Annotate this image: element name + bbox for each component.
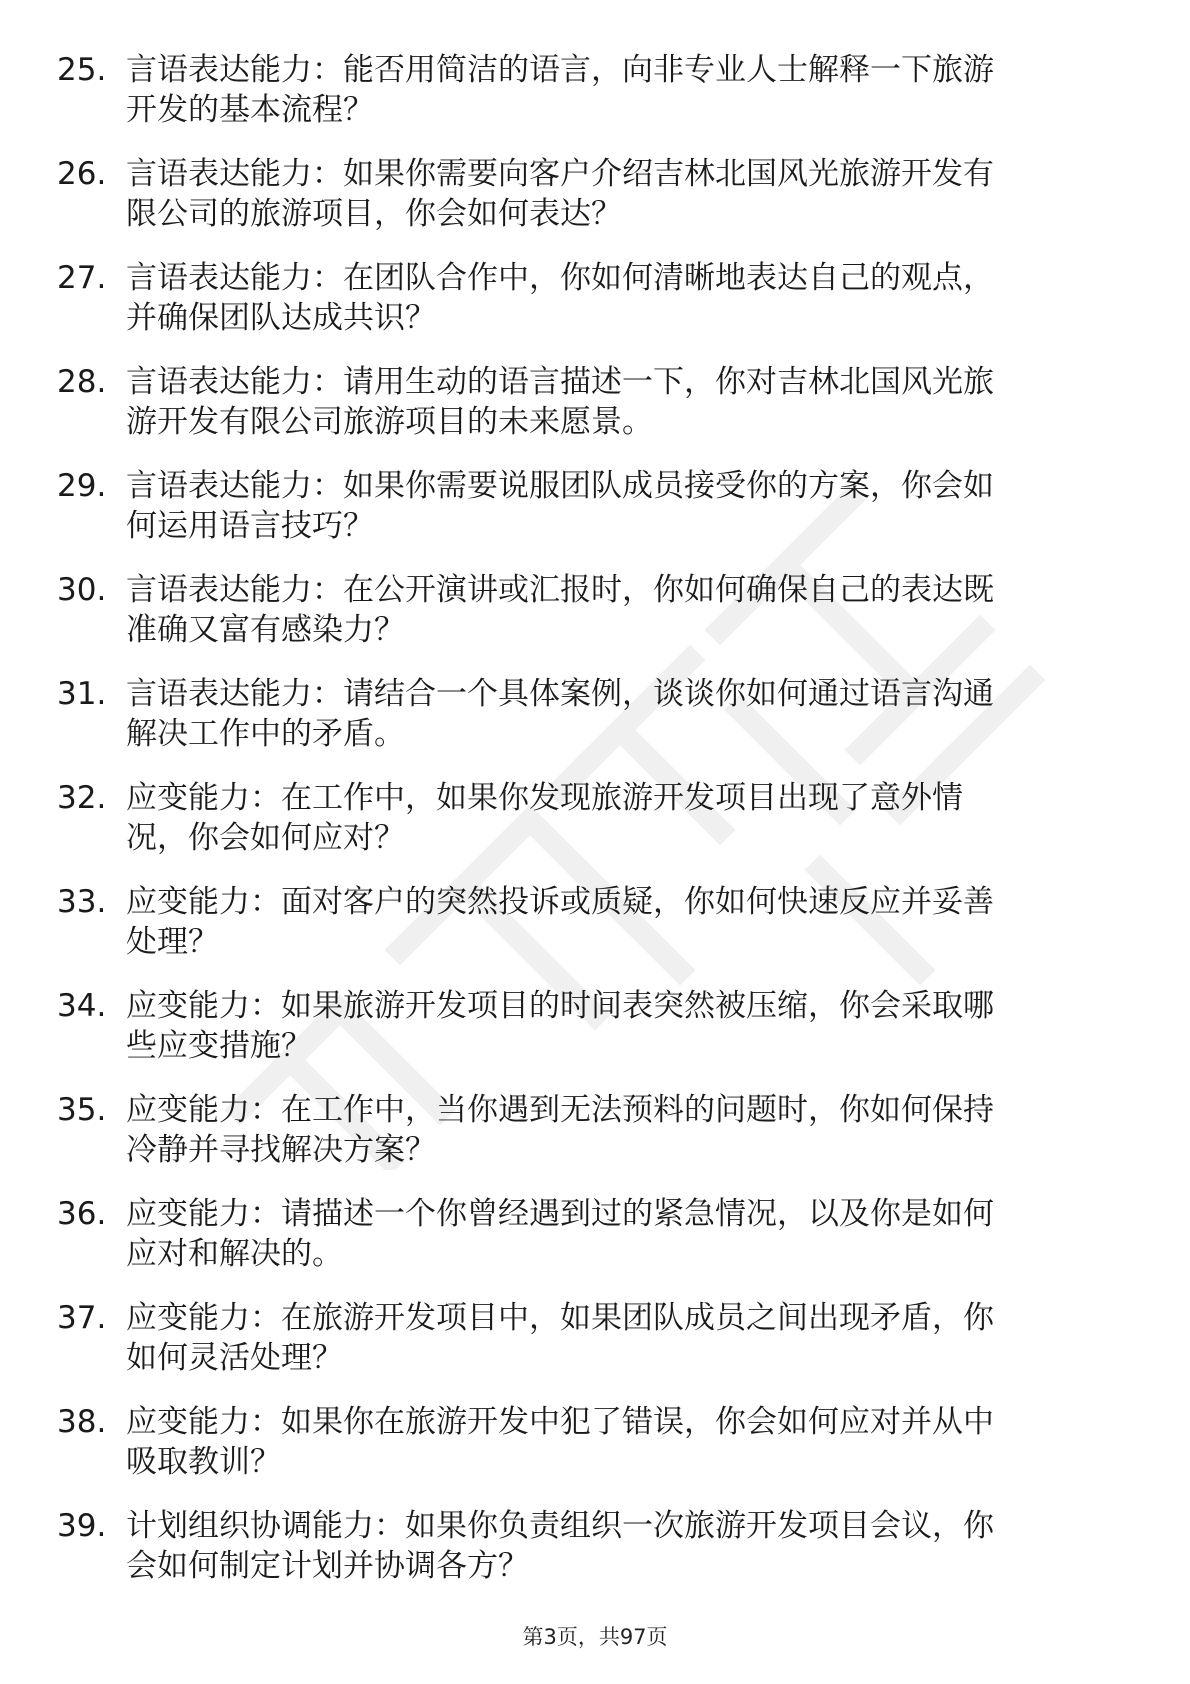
list-item <box>0 1506 1190 1610</box>
question-number: 37. <box>57 1300 107 1336</box>
question-number: 34. <box>57 988 107 1024</box>
question-number: 39. <box>57 1508 107 1544</box>
list-item <box>0 258 1190 362</box>
question-text: 应变能力：在工作中，如果你发现旅游开发项目出现了意外情 况，你会如何应对？ <box>126 780 963 856</box>
question-text: 应变能力：如果你在旅游开发中犯了错误，你会如何应对并从中 吸取教训？ <box>126 1404 994 1480</box>
question-number: 35. <box>57 1092 107 1128</box>
page-footer: 第3页，共97页 <box>522 1625 668 1649</box>
question-number: 31. <box>57 676 107 712</box>
list-item <box>0 1298 1190 1402</box>
question-number: 33. <box>57 884 107 920</box>
question-number: 28. <box>57 364 107 400</box>
list-item <box>0 778 1190 882</box>
question-number: 29. <box>57 468 107 504</box>
question-number: 26. <box>57 156 107 192</box>
question-list <box>0 50 1190 1610</box>
list-item <box>0 362 1190 466</box>
question-number: 25. <box>57 52 107 88</box>
question-text: 计划组织协调能力：如果你负责组织一次旅游开发项目会议，你 会如何制定计划并协调各方？ <box>126 1508 994 1584</box>
question-number: 30. <box>57 572 107 608</box>
question-text: 言语表达能力：在公开演讲或汇报时，你如何确保自己的表达既 准确又富有感染力？ <box>126 572 994 648</box>
list-item <box>0 466 1190 570</box>
question-text: 应变能力：在工作中，当你遇到无法预料的问题时，你如何保持 冷静并寻找解决方案？ <box>126 1092 994 1168</box>
list-item <box>0 1090 1190 1194</box>
list-item <box>0 50 1190 154</box>
question-text: 言语表达能力：在团队合作中，你如何清晰地表达自己的观点， 并确保团队达成共识？ <box>126 260 994 336</box>
list-item <box>0 1402 1190 1506</box>
question-text: 言语表达能力：请用生动的语言描述一下，你对吉林北国风光旅 游开发有限公司旅游项目的未来愿景。 <box>126 364 994 440</box>
question-number: 36. <box>57 1196 107 1232</box>
list-item <box>0 674 1190 778</box>
list-item <box>0 1194 1190 1298</box>
list-item <box>0 986 1190 1090</box>
question-text: 言语表达能力：请结合一个具体案例，谈谈你如何通过语言沟通 解决工作中的矛盾。 <box>126 676 994 752</box>
list-item <box>0 570 1190 674</box>
question-text: 应变能力：如果旅游开发项目的时间表突然被压缩，你会采取哪 些应变措施？ <box>126 988 994 1064</box>
question-text: 应变能力：面对客户的突然投诉或质疑，你如何快速反应并妥善 处理？ <box>126 884 994 960</box>
list-item <box>0 154 1190 258</box>
question-text: 应变能力：请描述一个你曾经遇到过的紧急情况，以及你是如何 应对和解决的。 <box>126 1196 994 1272</box>
question-text: 言语表达能力：如果你需要向客户介绍吉林北国风光旅游开发有 限公司的旅游项目，你会如何表达？ <box>126 156 994 232</box>
question-number: 38. <box>57 1404 107 1440</box>
list-item <box>0 882 1190 986</box>
question-text: 言语表达能力：如果你需要说服团队成员接受你的方案，你会如 何运用语言技巧？ <box>126 468 994 544</box>
question-number: 27. <box>57 260 107 296</box>
question-text: 言语表达能力：能否用简洁的语言，向非专业人士解释一下旅游 开发的基本流程？ <box>126 52 994 128</box>
question-text: 应变能力：在旅游开发项目中，如果团队成员之间出现矛盾，你 如何灵活处理？ <box>126 1300 994 1376</box>
question-number: 32. <box>57 780 107 816</box>
